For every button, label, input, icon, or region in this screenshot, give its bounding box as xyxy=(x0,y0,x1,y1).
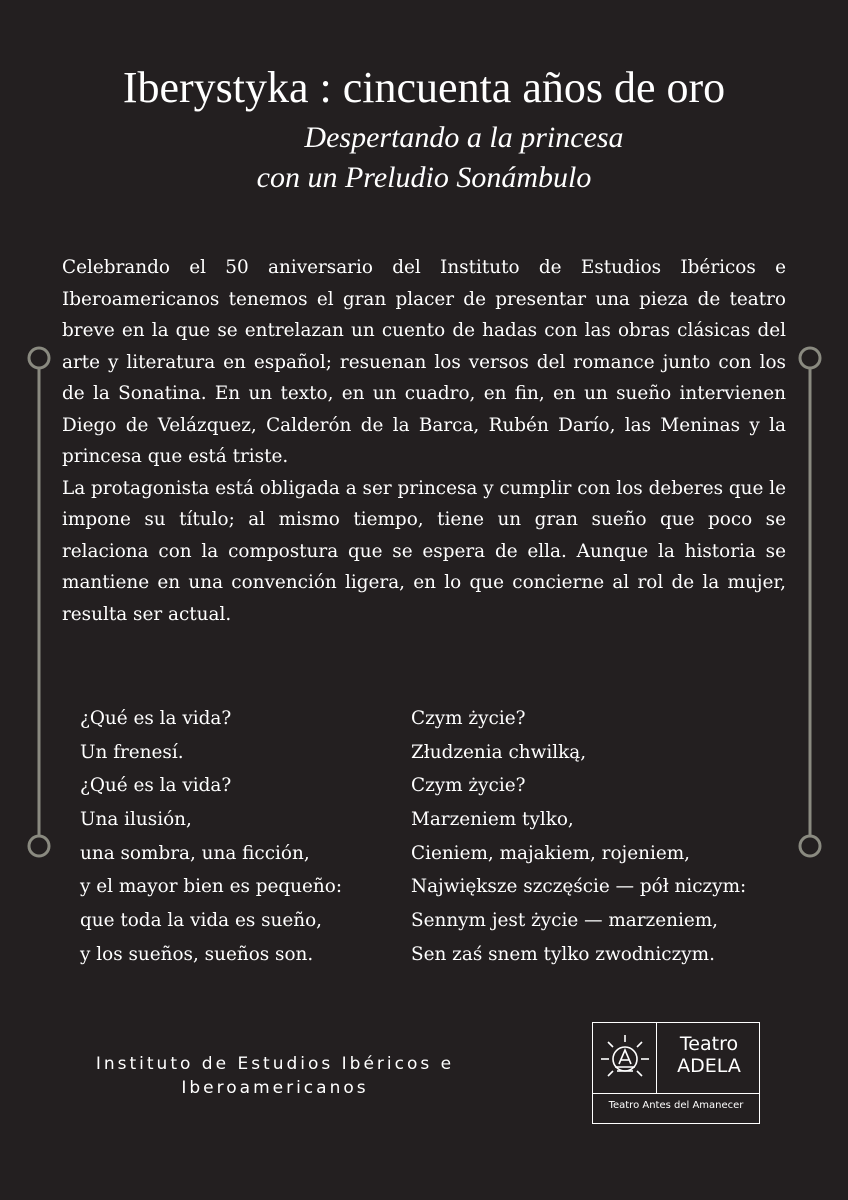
paragraph-1: Celebrando el 50 aniversario del Instituto de Estudios Ibéricos e Iberoamericanos tenemos el gran placer de presentar una pieza de teatro breve en la que se entrelazan un cuento de hadas con las obras clásicas del arte y literatura en español; resuenan los versos del romance junto con los de la Sonatina. En un texto, en un cuadro, en fin, en un sueño intervienen Diego de Velázquez, Calderón de la Barca, Rubén Darío, las Meninas y la princesa que está triste. xyxy=(62,257,786,467)
poem-line: y el mayor bien es pequeño: xyxy=(80,876,343,898)
poem-line: Złudzenia chwilką, xyxy=(411,741,587,763)
poem-line: Un frenesí. xyxy=(80,741,184,763)
poem-line: Sennym jest życie — marzeniem, xyxy=(411,910,718,932)
paragraph-2: La protagonista está obligada a ser princesa y cumplir con los deberes que le impone su título; al mismo tiempo, tiene un gran sueño que poco se relaciona con la compostura que se espera de ella. Aunque la historia se mantiene en una convención ligera, en lo que concierne al rol de la mujer, resulta ser actual. xyxy=(62,477,786,625)
left-ornament-icon xyxy=(24,342,54,862)
poem-polish xyxy=(411,702,746,972)
logo-emblem xyxy=(593,1023,657,1093)
logo-divider xyxy=(593,1093,759,1094)
sunrise-emblem-icon xyxy=(599,1031,651,1085)
poem-line: Czym życie? xyxy=(411,775,526,797)
logo-name-line-2: ADELA xyxy=(677,1055,741,1077)
poem-line: Cieniem, majakiem, rojeniem, xyxy=(411,842,691,864)
poem-line: Największe szczęście — pół niczym: xyxy=(411,876,747,898)
institute-line-2: Iberoamericanos xyxy=(181,1078,369,1098)
poem-line: que toda la vida es sueño, xyxy=(80,910,323,932)
institute-line-1: Instituto de Estudios Ibéricos e xyxy=(95,1054,455,1074)
subtitle-line-2: con un Preludio Sonámbulo xyxy=(256,161,592,194)
poem-line: ¿Qué es la vida? xyxy=(80,775,232,797)
logo-name xyxy=(657,1033,761,1077)
teatro-adela-logo xyxy=(592,1022,760,1124)
logo-tagline: Teatro Antes del Amanecer xyxy=(608,1100,744,1111)
poem-line: Marzeniem tylko, xyxy=(411,809,574,831)
poem-spanish xyxy=(80,702,342,972)
subtitle-line-1: Despertando a la princesa xyxy=(304,121,624,154)
poem-line: Una ilusión, xyxy=(80,809,192,831)
poem-line: una sombra, una ficción, xyxy=(80,842,310,864)
poem-line: Czym życie? xyxy=(411,708,526,729)
institute-name xyxy=(60,1052,490,1100)
page-title: Iberystyka : cincuenta años de oro xyxy=(122,63,726,112)
right-ornament-icon xyxy=(795,342,825,862)
poem-line: Sen zaś snem tylko zwodniczym. xyxy=(411,943,715,965)
description xyxy=(62,252,786,630)
logo-name-line-1: Teatro xyxy=(679,1033,739,1055)
poem-line: ¿Qué es la vida? xyxy=(80,708,232,729)
poem-line: y los sueños, sueños son. xyxy=(80,943,314,965)
